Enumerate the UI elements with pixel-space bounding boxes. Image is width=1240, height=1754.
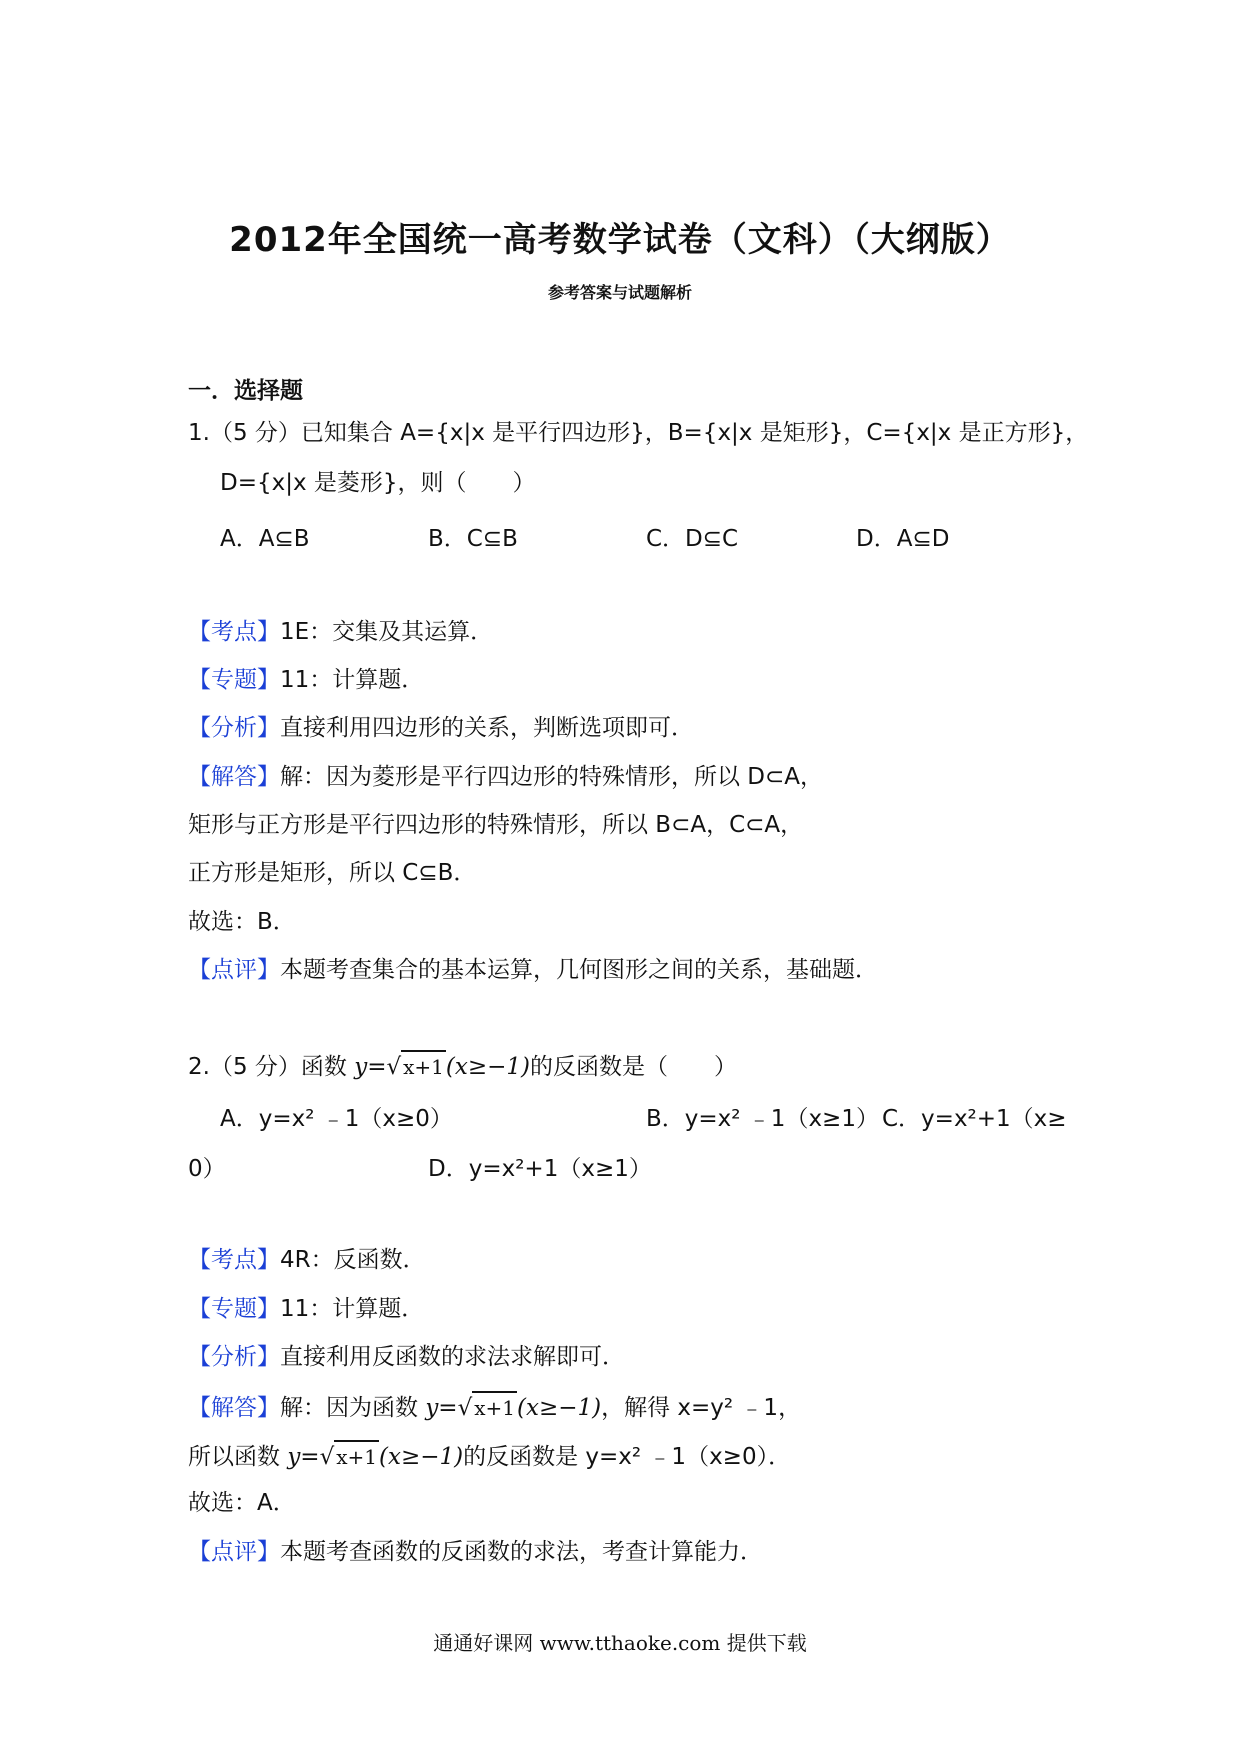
q1-fenxi [188,713,694,743]
jieda-formula [425,1395,601,1421]
zhuanti-tag: 【专题】 [188,1296,280,1322]
q1-dianping [188,955,878,985]
fenxi-tag: 【分析】 [188,715,280,741]
q2-option-c-cont: 0） [188,1156,226,1182]
jieda-text: 解：因为菱形是平行四边形的特殊情形，所以 D⊂A， [280,764,824,790]
fenxi-tag: 【分析】 [188,1344,280,1370]
sqrt-symbol: √ x+1 [320,1440,379,1472]
q2-option-b: B．y=x² ﹣1（x≥1） [646,1106,879,1132]
q2-dianping [188,1537,763,1567]
q2-option-d: D．y=x²+1（x≥1） [428,1156,652,1182]
func-domain: (x≥−1) [517,1395,602,1421]
kaodian-text: 4R：反函数． [280,1247,426,1273]
jieda-line2-prefix: 所以函数 [188,1444,288,1470]
func-radicand: x+1 [472,1391,517,1423]
func-radicand: x+1 [401,1050,446,1082]
func-radicand: x+1 [334,1440,379,1472]
q1-jieda-line3: 正方形是矩形，所以 C⊆B． [188,860,477,886]
q2-fenxi [188,1342,625,1372]
q1-zhuanti [188,665,424,695]
q1-option-b: B．C⊆B [428,526,518,552]
q1-option-c: C．D⊆C [646,526,739,552]
q2-stem-prefix: 2.（5 分）函数 [188,1054,355,1080]
kaodian-tag: 【考点】 [188,1247,280,1273]
fenxi-text: 直接利用反函数的求法求解即可． [280,1344,625,1370]
kaodian-tag: 【考点】 [188,619,280,645]
page-title: 2012年全国统一高考数学试卷（文科）（大纲版） [229,220,1011,260]
zhuanti-text: 11：计算题． [280,1296,425,1322]
func-domain: (x≥−1) [445,1054,530,1080]
jieda-line2-suffix: 的反函数是 y=x² ﹣1（x≥0）． [463,1444,792,1470]
func-domain: (x≥−1) [379,1444,464,1470]
q1-jieda [188,762,823,792]
q2-stem [188,1050,737,1082]
q2-zhuanti [188,1294,424,1324]
section-heading: 一．选择题 [188,378,303,404]
zhuanti-text: 11：计算题． [280,667,425,693]
q2-option-a: A．y=x² ﹣1（x≥0） [220,1106,453,1132]
jieda-prefix: 解：因为函数 [280,1395,426,1421]
q2-jieda-line2 [188,1440,791,1472]
dianping-tag: 【点评】 [188,957,280,983]
page-footer: 通通好课网 www.tthaoke.com 提供下载 [433,1631,807,1655]
q1-stem-line1: 1.（5 分）已知集合 A={x|x 是平行四边形}，B={x|x 是矩形}，C={x|x 是正方形}， [188,420,1089,446]
q2-option-c: C．y=x²+1（x≥ [882,1106,1067,1132]
dianping-tag: 【点评】 [188,1539,280,1565]
dianping-text: 本题考查集合的基本运算，几何图形之间的关系，基础题． [280,957,878,983]
page-subtitle: 参考答案与试题解析 [547,283,692,302]
jieda-line2-formula [287,1444,463,1470]
func-y: y= [287,1444,320,1470]
q1-jieda-line2: 矩形与正方形是平行四边形的特殊情形，所以 B⊂A，C⊂A， [188,812,804,838]
q2-jieda [188,1391,801,1423]
q1-option-a: A．A⊆B [220,526,310,552]
q1-stem-line2: D={x|x 是菱形}，则（ ） [220,470,536,496]
q2-function-formula [354,1054,530,1080]
q2-stem-suffix: 的反函数是（ ） [529,1054,737,1080]
q2-kaodian [188,1245,426,1275]
sqrt-symbol: √ x+1 [386,1050,445,1082]
kaodian-text: 1E：交集及其运算． [280,619,494,645]
q1-jieda-line4: 故选：B． [188,909,296,935]
q1-option-d: D．A⊆D [856,526,950,552]
fenxi-text: 直接利用四边形的关系，判断选项即可． [280,715,694,741]
dianping-text: 本题考查函数的反函数的求法，考查计算能力． [280,1539,763,1565]
zhuanti-tag: 【专题】 [188,667,280,693]
jieda-tag: 【解答】 [188,1395,280,1421]
q1-kaodian [188,617,493,647]
func-y: y= [425,1395,458,1421]
jieda-suffix: ，解得 x=y² ﹣1， [601,1395,802,1421]
func-y: y= [354,1054,387,1080]
q2-jieda-line3: 故选：A． [188,1490,296,1516]
jieda-tag: 【解答】 [188,764,280,790]
sqrt-symbol: √ x+1 [458,1391,517,1423]
